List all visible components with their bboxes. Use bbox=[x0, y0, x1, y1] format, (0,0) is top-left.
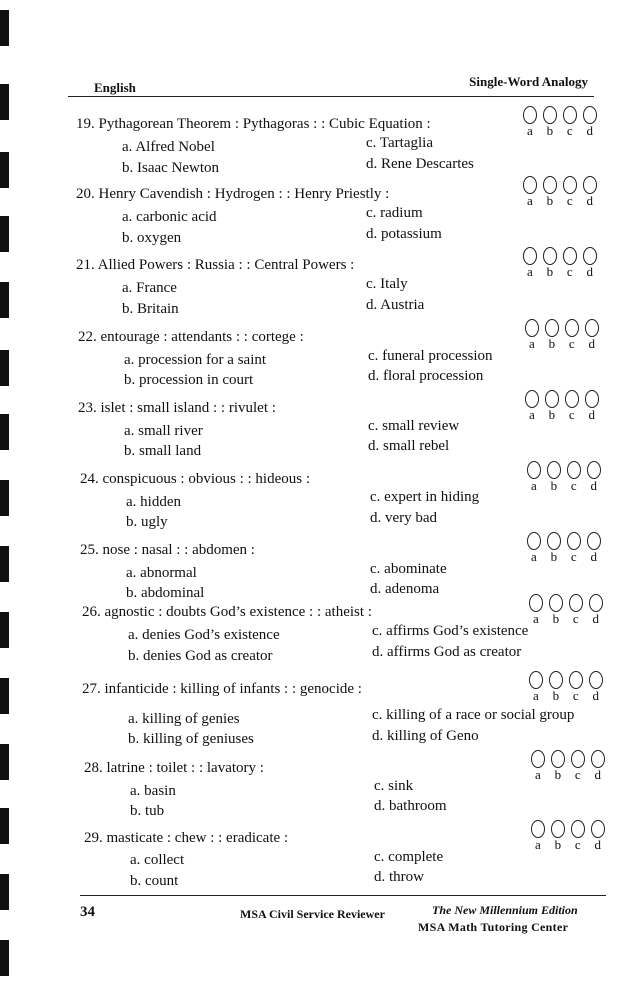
answer-bubble-a[interactable] bbox=[531, 820, 545, 838]
option-b: b. Britain bbox=[122, 301, 179, 317]
answer-bubbles bbox=[523, 390, 601, 421]
question-item bbox=[78, 329, 608, 389]
question-stem: 22. entourage : attendants : : cortege : bbox=[78, 329, 304, 345]
answer-letter-c: c bbox=[574, 767, 581, 782]
answer-bubble-a[interactable] bbox=[531, 750, 545, 768]
answer-letter-b: b bbox=[554, 767, 562, 782]
question-item bbox=[76, 186, 606, 246]
answer-letter-c: c bbox=[566, 123, 573, 138]
answer-bubble-d[interactable] bbox=[587, 461, 601, 479]
option-a: a. killing of genies bbox=[128, 711, 240, 727]
answer-bubble-c[interactable] bbox=[563, 176, 577, 194]
answer-letter-d: d bbox=[592, 688, 599, 703]
answer-bubbles bbox=[527, 594, 605, 625]
option-b: b. count bbox=[130, 873, 179, 889]
option-a: a. France bbox=[122, 280, 177, 296]
answer-bubble-a[interactable] bbox=[523, 106, 537, 124]
answer-bubble-c[interactable] bbox=[565, 319, 579, 337]
question-stem: 20. Henry Cavendish : Hydrogen : : Henry Priestly : bbox=[76, 186, 390, 202]
option-c: c. affirms God’s existence bbox=[372, 623, 529, 639]
answer-letter-b: b bbox=[552, 688, 560, 703]
question-item bbox=[80, 471, 610, 531]
binding-hole bbox=[0, 546, 9, 582]
footer-divider bbox=[80, 895, 606, 896]
answer-bubbles bbox=[525, 461, 603, 492]
binding-hole bbox=[0, 216, 9, 252]
answer-letter-b: b bbox=[546, 123, 554, 138]
answer-bubbles bbox=[525, 532, 603, 563]
question-item bbox=[82, 681, 612, 747]
answer-letter-c: c bbox=[570, 478, 577, 493]
answer-bubbles bbox=[521, 106, 599, 137]
page-number: 34 bbox=[80, 904, 95, 920]
binding-hole bbox=[0, 282, 9, 318]
answer-letter-d: d bbox=[590, 549, 597, 564]
question-item bbox=[84, 830, 614, 890]
answer-bubble-b[interactable] bbox=[551, 820, 565, 838]
answer-bubble-c[interactable] bbox=[565, 390, 579, 408]
option-a: a. denies God’s existence bbox=[128, 627, 280, 643]
answer-bubble-b[interactable] bbox=[543, 176, 557, 194]
answer-bubbles bbox=[521, 176, 599, 207]
option-c: c. abominate bbox=[370, 561, 447, 577]
answer-bubble-b[interactable] bbox=[543, 106, 557, 124]
answer-letter-a: a bbox=[535, 767, 541, 782]
option-a: a. small river bbox=[124, 423, 203, 439]
answer-bubble-d[interactable] bbox=[591, 820, 605, 838]
binding-hole bbox=[0, 350, 9, 386]
option-d: d. bathroom bbox=[374, 798, 447, 814]
answer-letter-d: d bbox=[586, 264, 593, 279]
option-d: d. potassium bbox=[366, 226, 442, 242]
answer-bubbles bbox=[523, 319, 601, 350]
binding-hole bbox=[0, 808, 9, 844]
binding-hole bbox=[0, 84, 9, 120]
answer-letter-b: b bbox=[552, 611, 560, 626]
answer-bubble-c[interactable] bbox=[567, 532, 581, 550]
answer-letter-c: c bbox=[570, 549, 577, 564]
option-c: c. killing of a race or social group bbox=[372, 707, 575, 723]
option-d: d. Rene Descartes bbox=[366, 156, 474, 172]
answer-letter-c: c bbox=[572, 688, 579, 703]
question-item bbox=[76, 257, 606, 317]
answer-bubble-b[interactable] bbox=[545, 319, 559, 337]
option-c: c. sink bbox=[374, 778, 414, 794]
answer-bubble-b[interactable] bbox=[545, 390, 559, 408]
answer-bubble-c[interactable] bbox=[567, 461, 581, 479]
option-c: c. expert in hiding bbox=[370, 489, 480, 505]
answer-letter-a: a bbox=[531, 549, 537, 564]
answer-bubble-d[interactable] bbox=[591, 750, 605, 768]
binding-hole bbox=[0, 414, 9, 450]
binding-hole bbox=[0, 480, 9, 516]
question-item bbox=[82, 604, 612, 664]
question-item bbox=[78, 400, 608, 460]
answer-bubble-b[interactable] bbox=[547, 532, 561, 550]
answer-bubble-a[interactable] bbox=[527, 461, 541, 479]
option-c: c. Italy bbox=[366, 276, 408, 292]
option-d: d. very bad bbox=[370, 510, 438, 526]
binding-hole bbox=[0, 152, 9, 188]
option-a: a. carbonic acid bbox=[122, 209, 217, 225]
option-b: b. tub bbox=[130, 803, 165, 819]
answer-bubble-d[interactable] bbox=[585, 319, 599, 337]
answer-bubble-a[interactable] bbox=[529, 671, 543, 689]
answer-bubble-b[interactable] bbox=[551, 750, 565, 768]
answer-letter-a: a bbox=[529, 336, 535, 351]
answer-letter-a: a bbox=[533, 688, 539, 703]
header-subject: English bbox=[94, 80, 136, 95]
answer-bubble-b[interactable] bbox=[543, 247, 557, 265]
answer-bubble-c[interactable] bbox=[569, 671, 583, 689]
answer-bubble-c[interactable] bbox=[571, 820, 585, 838]
answer-bubble-d[interactable] bbox=[583, 106, 597, 124]
footer-book-title: MSA Civil Service Reviewer bbox=[240, 907, 385, 921]
question-stem: 19. Pythagorean Theorem : Pythagoras : : Cubic Equation : bbox=[76, 116, 431, 132]
answer-letter-d: d bbox=[586, 193, 593, 208]
answer-bubble-a[interactable] bbox=[523, 247, 537, 265]
question-item bbox=[84, 760, 614, 820]
option-c: c. funeral procession bbox=[368, 348, 493, 364]
answer-bubble-b[interactable] bbox=[547, 461, 561, 479]
option-a: a. collect bbox=[130, 852, 185, 868]
answer-bubble-c[interactable] bbox=[569, 594, 583, 612]
question-stem: 26. agnostic : doubts God’s existence : : atheist : bbox=[82, 604, 372, 620]
option-d: d. small rebel bbox=[368, 438, 450, 454]
answer-letter-c: c bbox=[568, 336, 575, 351]
answer-letter-d: d bbox=[588, 336, 595, 351]
answer-bubble-a[interactable] bbox=[527, 532, 541, 550]
answer-letter-b: b bbox=[546, 193, 554, 208]
option-b: b. oxygen bbox=[122, 230, 182, 246]
answer-letter-c: c bbox=[566, 193, 573, 208]
question-stem: 21. Allied Powers : Russia : : Central Powers : bbox=[76, 257, 355, 273]
answer-letter-b: b bbox=[548, 336, 556, 351]
question-item bbox=[80, 542, 610, 602]
answer-bubbles bbox=[529, 750, 607, 781]
option-a: a. Alfred Nobel bbox=[122, 139, 215, 155]
option-c: c. radium bbox=[366, 205, 423, 221]
footer-edition: The New Millennium Edition bbox=[432, 903, 578, 917]
option-d: d. affirms God as creator bbox=[372, 644, 522, 660]
answer-bubble-a[interactable] bbox=[529, 594, 543, 612]
answer-bubble-a[interactable] bbox=[525, 390, 539, 408]
answer-letter-d: d bbox=[594, 837, 601, 852]
answer-letter-a: a bbox=[527, 193, 533, 208]
answer-letter-a: a bbox=[527, 264, 533, 279]
answer-letter-d: d bbox=[594, 767, 601, 782]
answer-letter-d: d bbox=[592, 611, 599, 626]
answer-letter-b: b bbox=[550, 549, 558, 564]
answer-bubble-b[interactable] bbox=[549, 594, 563, 612]
option-b: b. ugly bbox=[126, 514, 168, 530]
option-b: b. abdominal bbox=[126, 585, 205, 601]
answer-bubble-a[interactable] bbox=[523, 176, 537, 194]
binding-hole bbox=[0, 874, 9, 910]
answer-bubbles bbox=[521, 247, 599, 278]
answer-bubble-d[interactable] bbox=[587, 532, 601, 550]
question-stem: 23. islet : small island : : rivulet : bbox=[78, 400, 276, 416]
option-d: d. throw bbox=[374, 869, 424, 885]
answer-letter-d: d bbox=[586, 123, 593, 138]
question-stem: 24. conspicuous : obvious : : hideous : bbox=[80, 471, 310, 487]
question-stem: 27. infanticide : killing of infants : : genocide : bbox=[82, 681, 362, 697]
option-d: d. Austria bbox=[366, 297, 425, 313]
option-d: d. killing of Geno bbox=[372, 728, 479, 744]
option-b: b. Isaac Newton bbox=[122, 160, 220, 176]
question-stem: 29. masticate : chew : : eradicate : bbox=[84, 830, 289, 846]
answer-letter-a: a bbox=[533, 611, 539, 626]
option-b: b. killing of geniuses bbox=[128, 731, 254, 747]
option-c: c. small review bbox=[368, 418, 460, 434]
binding-hole bbox=[0, 744, 9, 780]
option-b: b. procession in court bbox=[124, 372, 254, 388]
option-c: c. complete bbox=[374, 849, 444, 865]
footer-publisher: MSA Math Tutoring Center bbox=[418, 920, 569, 934]
answer-letter-c: c bbox=[568, 407, 575, 422]
answer-letter-a: a bbox=[535, 837, 541, 852]
answer-bubble-c[interactable] bbox=[571, 750, 585, 768]
option-a: a. basin bbox=[130, 783, 176, 799]
answer-bubbles bbox=[527, 671, 605, 702]
answer-letter-c: c bbox=[574, 837, 581, 852]
answer-bubble-a[interactable] bbox=[525, 319, 539, 337]
answer-bubble-d[interactable] bbox=[589, 594, 603, 612]
answer-letter-b: b bbox=[554, 837, 562, 852]
answer-bubbles bbox=[529, 820, 607, 851]
option-a: a. hidden bbox=[126, 494, 181, 510]
answer-letter-b: b bbox=[548, 407, 556, 422]
question-stem: 25. nose : nasal : : abdomen : bbox=[80, 542, 255, 558]
answer-bubble-d[interactable] bbox=[589, 671, 603, 689]
answer-letter-d: d bbox=[588, 407, 595, 422]
answer-letter-b: b bbox=[550, 478, 558, 493]
answer-bubble-d[interactable] bbox=[583, 176, 597, 194]
binding-hole bbox=[0, 612, 9, 648]
binding-hole bbox=[0, 10, 9, 46]
option-d: d. adenoma bbox=[370, 581, 440, 597]
binding-hole bbox=[0, 940, 9, 976]
answer-bubble-d[interactable] bbox=[585, 390, 599, 408]
option-c: c. Tartaglia bbox=[366, 135, 433, 151]
option-a: a. abnormal bbox=[126, 565, 197, 581]
option-b: b. denies God as creator bbox=[128, 648, 273, 664]
question-stem: 28. latrine : toilet : : lavatory : bbox=[84, 760, 264, 776]
answer-bubble-d[interactable] bbox=[583, 247, 597, 265]
option-d: d. floral procession bbox=[368, 368, 484, 384]
header-section-title: Single-Word Analogy bbox=[469, 74, 588, 89]
answer-letter-c: c bbox=[572, 611, 579, 626]
answer-bubble-c[interactable] bbox=[563, 247, 577, 265]
answer-letter-a: a bbox=[531, 478, 537, 493]
header-divider bbox=[68, 96, 594, 97]
option-b: b. small land bbox=[124, 443, 202, 459]
answer-bubble-c[interactable] bbox=[563, 106, 577, 124]
binding-hole bbox=[0, 678, 9, 714]
answer-letter-d: d bbox=[590, 478, 597, 493]
answer-letter-c: c bbox=[566, 264, 573, 279]
answer-letter-a: a bbox=[527, 123, 533, 138]
answer-letter-a: a bbox=[529, 407, 535, 422]
answer-bubble-b[interactable] bbox=[549, 671, 563, 689]
answer-letter-b: b bbox=[546, 264, 554, 279]
question-item bbox=[76, 116, 606, 176]
option-a: a. procession for a saint bbox=[124, 352, 267, 368]
